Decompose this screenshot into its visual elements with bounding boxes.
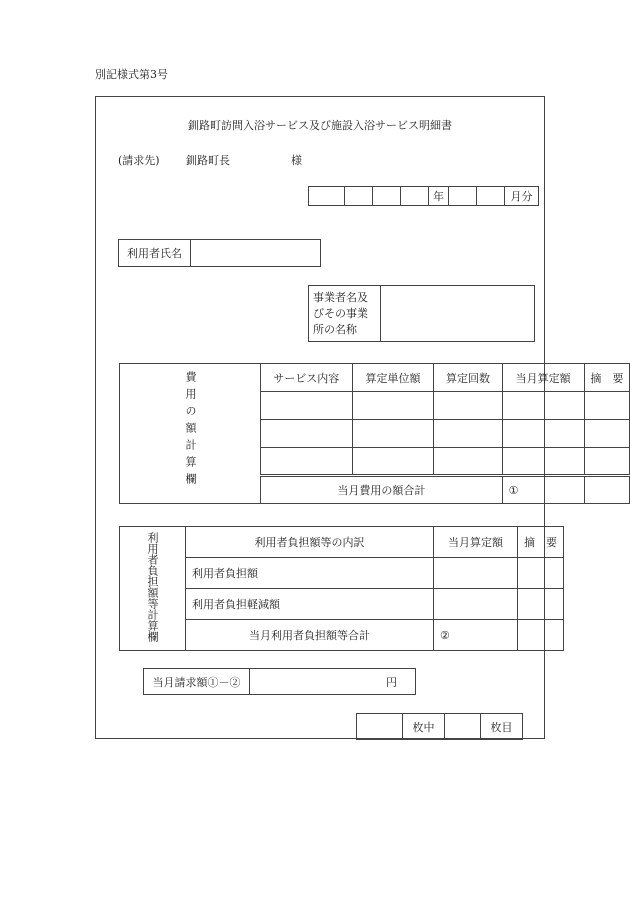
burden-total-marker[interactable]: ② [434, 620, 518, 651]
burden-total-remarks[interactable] [518, 620, 564, 651]
remarks-cell[interactable] [584, 448, 629, 476]
fee-side-label-text: 費用の額計算欄 [184, 370, 197, 490]
billing-period-table [308, 186, 539, 206]
user-name-table [118, 239, 321, 267]
burden-header-amount: 当月算定額 [434, 527, 518, 558]
billing-amount-label: 当月請求額①－② [144, 669, 250, 695]
burden-side-label-text: 利用者負担額等計算欄 [146, 532, 159, 642]
remarks-cell[interactable] [584, 420, 629, 448]
month-digit-cell[interactable] [477, 187, 505, 206]
recipient-name: 釧路町長 [186, 154, 230, 167]
monthly-amount-cell[interactable] [502, 392, 584, 420]
monthly-amount-cell[interactable] [502, 448, 584, 476]
burden-row [120, 558, 564, 589]
year-digit-cell[interactable] [401, 187, 429, 206]
header-service-content: サービス内容 [261, 364, 353, 392]
year-digit-cell[interactable] [345, 187, 373, 206]
page-total-label: 枚中 [403, 714, 445, 740]
month-digit-cell[interactable] [449, 187, 477, 206]
user-name-field[interactable] [191, 240, 321, 267]
service-content-cell[interactable] [261, 420, 353, 448]
burden-amount-cell[interactable] [434, 589, 518, 620]
page-count-table [356, 713, 523, 740]
billing-amount-field[interactable] [250, 669, 416, 695]
business-name-label: 事業者名及びその事業所の名称 [309, 286, 381, 342]
burden-remarks-cell[interactable] [518, 589, 564, 620]
service-content-cell[interactable] [261, 392, 353, 420]
service-content-cell[interactable] [261, 448, 353, 476]
header-monthly-amount: 当月算定額 [502, 364, 584, 392]
burden-header-breakdown: 利用者負担額等の内訳 [186, 527, 434, 558]
billing-amount-table [143, 668, 416, 695]
page-current-field[interactable] [445, 714, 481, 740]
burden-row [120, 589, 564, 620]
billing-unit: 円 [386, 675, 397, 689]
burden-section-side-label [120, 527, 186, 651]
unit-amount-cell[interactable] [352, 392, 434, 420]
recipient-honorific: 様 [291, 154, 302, 167]
burden-total-row [120, 620, 564, 651]
fee-total-marker[interactable]: ① [502, 476, 584, 504]
user-burden-table [119, 526, 564, 651]
burden-row-label: 利用者負担軽減額 [186, 589, 434, 620]
count-cell[interactable] [434, 448, 502, 476]
burden-header-remarks: 摘 要 [518, 527, 564, 558]
burden-amount-cell[interactable] [434, 558, 518, 589]
user-name-label: 利用者氏名 [119, 240, 191, 267]
business-name-field[interactable] [381, 286, 535, 342]
monthly-amount-cell[interactable] [502, 420, 584, 448]
fee-total-remarks[interactable] [584, 476, 629, 504]
page-current-label: 枚目 [481, 714, 523, 740]
header-remarks: 摘 要 [584, 364, 629, 392]
count-cell[interactable] [434, 420, 502, 448]
year-digit-cell[interactable] [309, 187, 345, 206]
form-title: 釧路町訪問入浴サービス及び施設入浴サービス明細書 [188, 119, 452, 132]
header-unit-amount: 算定単位額 [352, 364, 434, 392]
fee-calculation-table [119, 363, 630, 504]
count-cell[interactable] [434, 392, 502, 420]
unit-amount-cell[interactable] [352, 448, 434, 476]
year-label: 年 [429, 187, 449, 206]
recipient-label: (請求先) [118, 154, 160, 167]
unit-amount-cell[interactable] [352, 420, 434, 448]
fee-section-side-label [120, 364, 261, 504]
remarks-cell[interactable] [584, 392, 629, 420]
fee-total-label: 当月費用の額合計 [261, 476, 503, 504]
burden-row-label: 利用者負担額 [186, 558, 434, 589]
business-table [308, 285, 535, 342]
form-number: 別記様式第3号 [95, 68, 168, 81]
month-label: 月分 [505, 187, 539, 206]
burden-remarks-cell[interactable] [518, 558, 564, 589]
header-count: 算定回数 [434, 364, 502, 392]
page-total-field[interactable] [357, 714, 403, 740]
year-digit-cell[interactable] [373, 187, 401, 206]
burden-total-label: 当月利用者負担額等合計 [186, 620, 434, 651]
